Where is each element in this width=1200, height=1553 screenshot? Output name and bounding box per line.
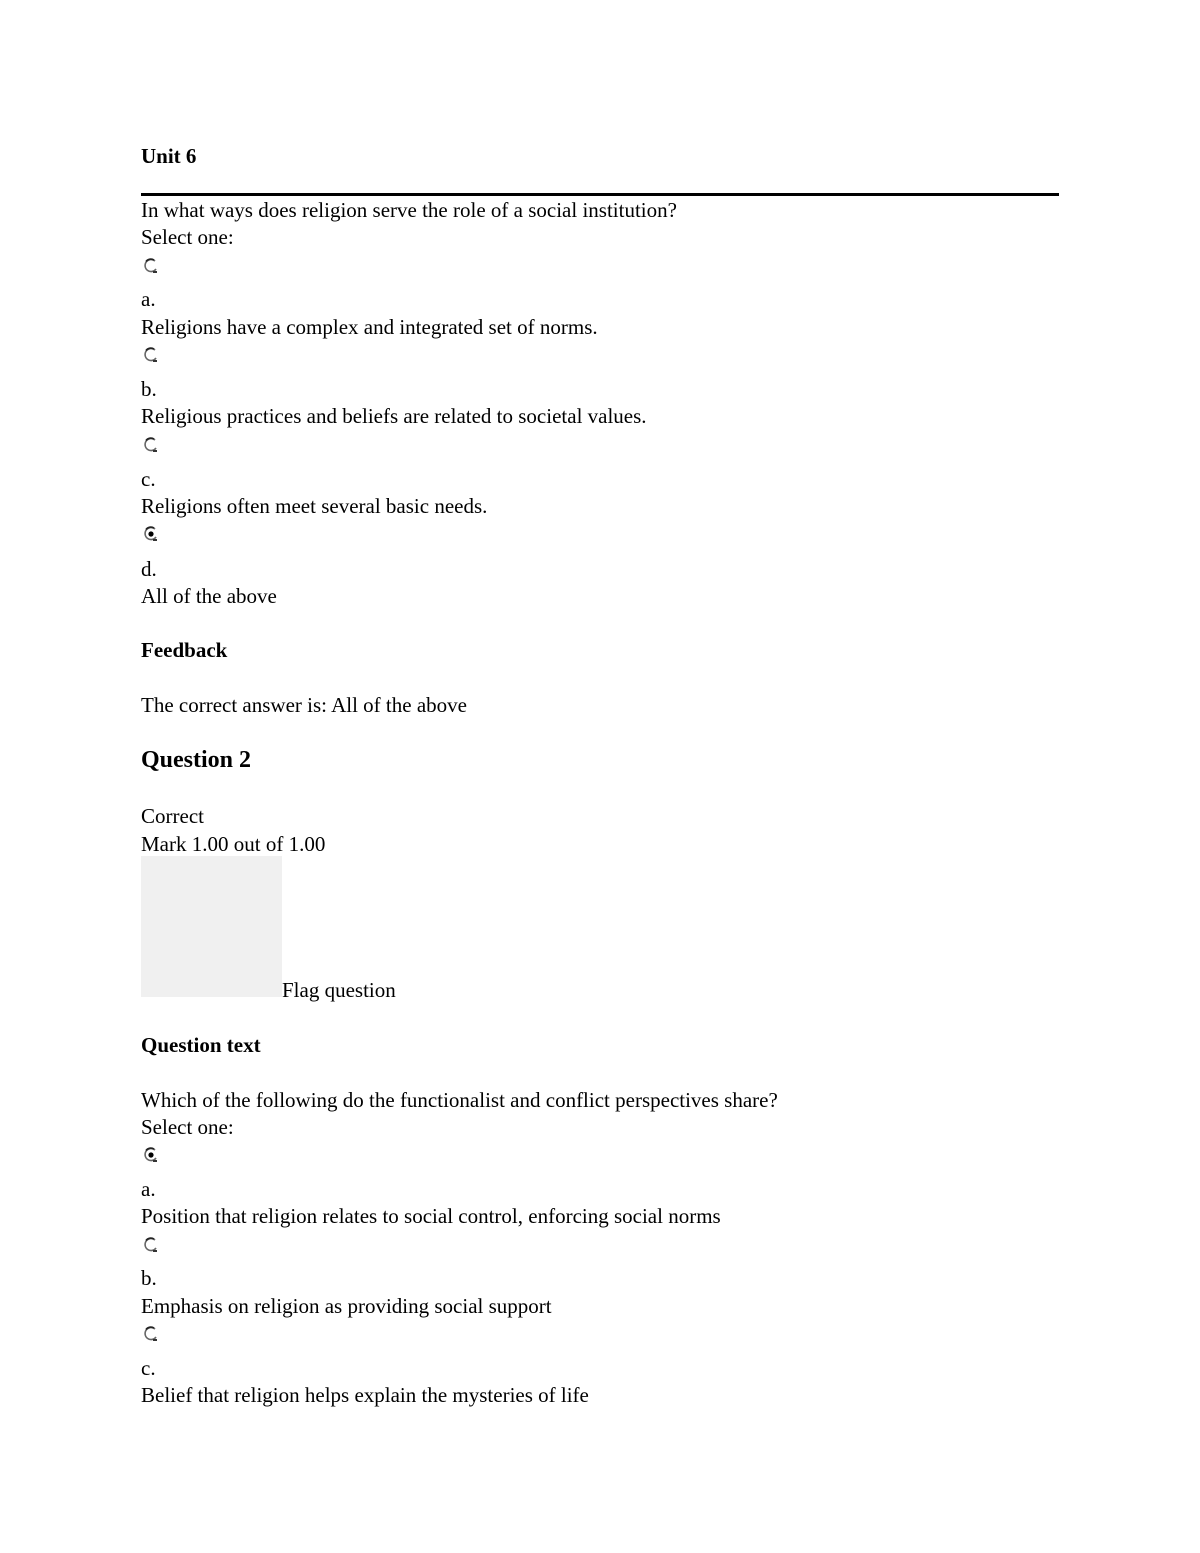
- q2-select-label: Select one:: [141, 1115, 234, 1139]
- q1-question-text: In what ways does religion serve the role of a social institution?: [141, 198, 677, 222]
- q2-option-a-letter: a.: [141, 1177, 156, 1201]
- q2-option-b-letter: b.: [141, 1266, 157, 1290]
- q1-option-c-letter: c.: [141, 467, 156, 491]
- feedback-heading: Feedback: [141, 638, 228, 662]
- q1-option-c-text: Religions often meet several basic needs.: [141, 494, 488, 518]
- q2-option-a-radio-icon[interactable]: [142, 1146, 160, 1164]
- q2-option-c-letter: c.: [141, 1356, 156, 1380]
- feedback-text: The correct answer is: All of the above: [141, 693, 467, 717]
- q1-option-a-radio-icon[interactable]: [142, 257, 160, 275]
- q2-option-c-radio-icon[interactable]: [142, 1325, 160, 1343]
- q1-option-b-text: Religious practices and beliefs are related to societal values.: [141, 404, 647, 428]
- q1-option-d-letter: d.: [141, 557, 157, 581]
- q1-option-d-text: All of the above: [141, 584, 277, 608]
- q1-select-label: Select one:: [141, 225, 234, 249]
- q2-option-a-text: Position that religion relates to social control, enforcing social norms: [141, 1204, 721, 1228]
- q2-mark: Mark 1.00 out of 1.00: [141, 832, 326, 856]
- q1-option-b-radio-icon[interactable]: [142, 346, 160, 364]
- q1-option-a-text: Religions have a complex and integrated set of norms.: [141, 315, 598, 339]
- question-text-heading: Question text: [141, 1033, 261, 1057]
- q1-option-b-letter: b.: [141, 377, 157, 401]
- flag-image-placeholder: [141, 856, 282, 997]
- q2-question-text: Which of the following do the functionalist and conflict perspectives share?: [141, 1088, 778, 1112]
- q1-option-c-radio-icon[interactable]: [142, 436, 160, 454]
- flag-question-link[interactable]: Flag question: [282, 978, 396, 1002]
- q1-option-d-radio-icon[interactable]: [142, 525, 160, 543]
- q1-option-a-letter: a.: [141, 287, 156, 311]
- question-2-heading: Question 2: [141, 747, 252, 773]
- q2-option-c-text: Belief that religion helps explain the mysteries of life: [141, 1383, 589, 1407]
- q2-status: Correct: [141, 804, 204, 828]
- q2-option-b-text: Emphasis on religion as providing social support: [141, 1294, 552, 1318]
- title-divider: [141, 193, 1059, 196]
- unit-title: Unit 6: [141, 144, 197, 168]
- q2-option-b-radio-icon[interactable]: [142, 1236, 160, 1254]
